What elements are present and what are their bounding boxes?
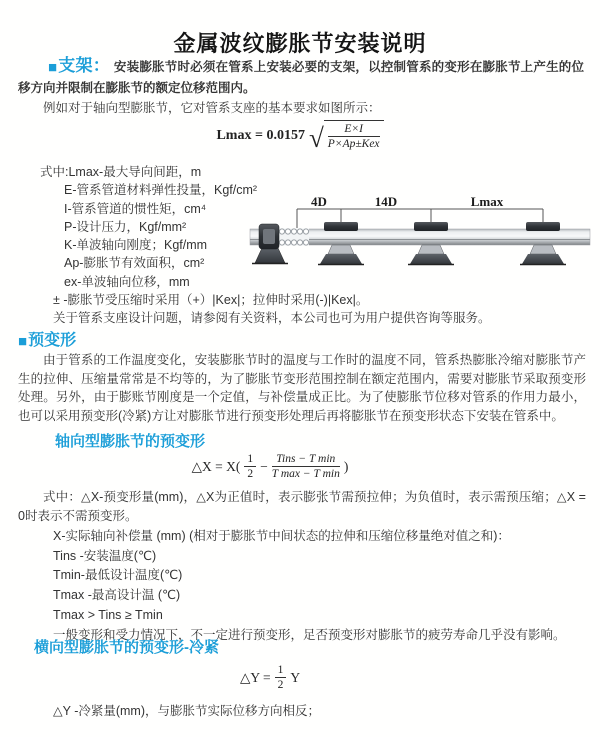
definition-line: 一般变形和受力情况下，不一定进行预变形，足否预变形对膨胀节的疲劳寿命几乎没有影响。 <box>53 627 566 642</box>
definition-line: P-设计压力，Kgf/mm² <box>64 219 187 234</box>
predeform-paragraph: 由于管系的工作温度变化，安装膨胀节时的温度与工作时的温度不同，管系热膨胀冷缩对膨胀节产生的拉伸、压缩量常常是不均等的，为了膨胀节变形范围控制在额定范围内，需要对膨胀节采取预变形处理。另外，由于膨账节刚度是一个定值，与补偿量成正比。为了使膨胀节位移对管系的作用力最小，也可以采用预变形(冷紧)方让对膨胀节进行预变形处理后再将膨胀节在预变形状态下安装在管系中。 <box>18 353 586 423</box>
support-example-text: 例如对于轴向型膨胀节，它对管系支座的基本要求如图所示： <box>43 101 381 115</box>
formula-numerator: E×I <box>328 122 380 137</box>
dimension-label-14d: 14D <box>374 195 398 209</box>
definition-line: ex-单波轴向位移，mm <box>64 274 190 289</box>
definition-line: 式中:Lmax-最大导向间距，m <box>40 165 202 179</box>
half-fraction: $\frac{1}{2}$ <box>244 452 256 482</box>
axial-predeform-formula <box>0 452 540 482</box>
axial-formula-explanation: 式中：△X-预变形量(mm)，△X为正值时，表示膨张节需预拉伸；为负值时，表示需预压缩；△X = 0时表示不需预变形。 <box>18 490 586 523</box>
definition-line: E-管系管道材料弹性投量，Kgf/cm² <box>64 183 258 198</box>
formula-denominator: P×Ap±Kex <box>327 138 380 151</box>
axial-definition-list <box>53 527 566 645</box>
radical-sign-icon: √ <box>308 122 324 153</box>
definition-line: Ap-膨胀节有效面积，cm² <box>64 256 205 271</box>
formula-lhs: △X = X( <box>191 458 241 474</box>
lateral-coldpull-formula <box>0 663 540 693</box>
dimension-label-4d: 4D <box>311 195 327 209</box>
formula-rhs: ) <box>343 458 349 474</box>
predeform-section-heading <box>18 327 76 350</box>
definition-line: X-实际轴向补偿量 (mm) (相对于膨胀节中间状态的拉伸和压缩位移量绝对值之和)： <box>53 529 510 543</box>
pipe-support-diagram <box>245 195 595 290</box>
definition-line: Tins -安装温度(℃) <box>53 548 157 563</box>
axial-subsection-heading: 轴向型膨胀节的预变形 <box>55 433 206 450</box>
lateral-formula-explanation: △Y -冷紧量(mm)，与膨胀节实际位移方向相反； <box>53 704 321 718</box>
minus-sign: − <box>260 458 268 474</box>
section-marker-icon: ■ <box>48 59 58 76</box>
radicand <box>324 120 384 152</box>
lmax-formula <box>0 120 600 152</box>
support-section-heading: 支架： <box>58 56 110 75</box>
lateral-subsection-heading: 横向型膨胀节的预变形-冷紧 <box>34 639 219 656</box>
formula-rhs: Y <box>290 669 301 685</box>
definition-line: Tmax -最高设计温 (℃) <box>53 588 181 603</box>
definition-line: K-单波轴向刚度；Kgf/mm <box>64 238 208 253</box>
definition-line: 关于管系支座设计问题，请参阅有关资料，本公司也可为用户提供咨询等服务。 <box>53 311 491 326</box>
definition-line: Tmax > Tins ≥ Tmin <box>53 607 163 622</box>
support-section <box>18 56 584 118</box>
definition-line: ± -膨胀节受压缩时采用（+）|Kex|；拉伸时采用(-)|Kex|。 <box>53 293 369 308</box>
half-fraction: $\frac{1}{2}$ <box>275 663 287 693</box>
formula-lhs: △Y = <box>239 669 271 685</box>
temperature-fraction: $\frac{\text{Tins − T min}}{\text{T max − T min}}$ <box>271 453 340 481</box>
support-paragraph <box>18 56 584 98</box>
dimension-label-lmax: Lmax <box>470 195 504 209</box>
definition-line: Tmin-最低设计温度(℃) <box>53 568 183 583</box>
predeform-heading-text: 预变形 <box>28 332 77 349</box>
section-marker-icon: ■ <box>18 333 28 350</box>
page-title: 金属波纹膨胀节安装说明 <box>173 30 427 56</box>
bellows-icon <box>278 229 309 246</box>
support-intro-text: 安装膨胀节时必须在管系上安装必要的支架，以控制管系的变形在膨胀节上产生的位移方向并限制在膨胀节的额定位移范围内。 <box>18 60 585 95</box>
definition-line: I-管系管道的惯性矩，cm⁴ <box>64 201 207 216</box>
formula-lhs: Lmax = 0.0157 <box>216 127 305 143</box>
